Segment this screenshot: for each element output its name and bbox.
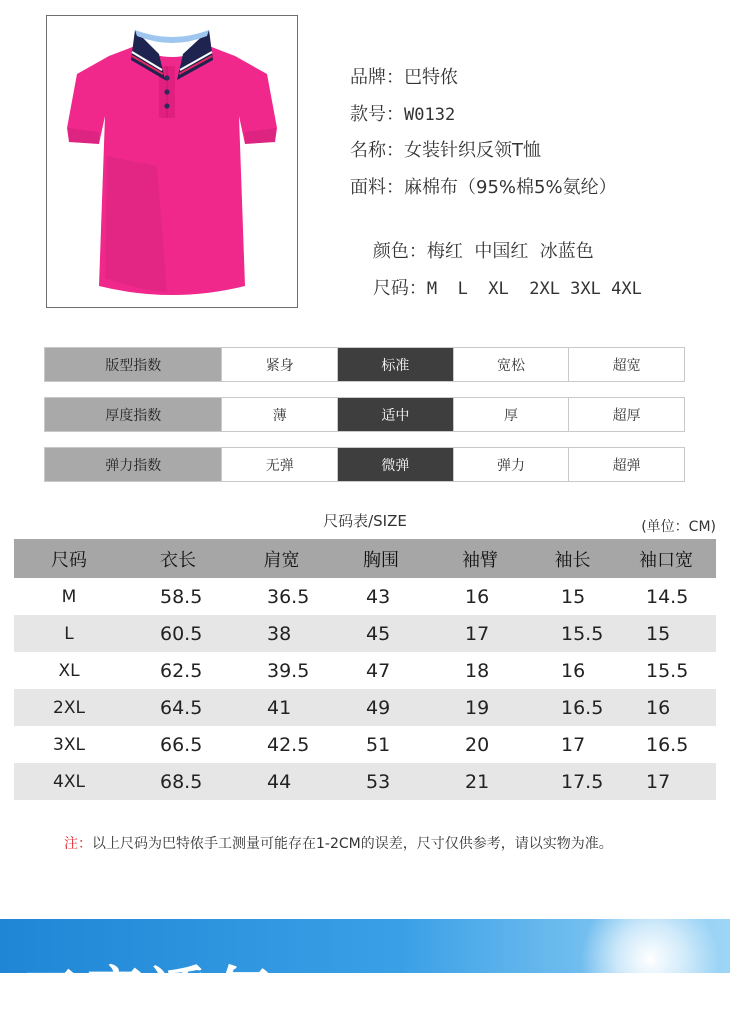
fit-option-selected: 标准 <box>337 348 453 381</box>
note-text: 以上尺码为巴特侬手工测量可能存在1-2CM的误差，尺寸仅供参考，请以实物为准。 <box>92 836 613 852</box>
brand-value: 巴特侬 <box>404 67 458 88</box>
table-cell: 60.5 <box>124 615 232 652</box>
header-length: 衣长 <box>124 539 232 578</box>
elasticity-option: 超弹 <box>568 448 684 481</box>
measurement-note <box>64 833 613 853</box>
table-cell: 17 <box>561 733 586 756</box>
table-row <box>14 763 716 800</box>
header-size: 尺码 <box>14 539 124 578</box>
header-shoulder: 肩宽 <box>232 539 331 578</box>
table-cell: 16.5 <box>529 689 616 726</box>
table-cell: XL <box>58 660 80 681</box>
table-row <box>14 689 716 726</box>
model-value: W0132 <box>404 104 456 125</box>
fit-index-bar <box>44 347 685 382</box>
size-value: M L XL 2XL 3XL 4XL <box>426 278 642 299</box>
note-prefix: 注： <box>64 836 92 852</box>
elasticity-option-selected: 微弹 <box>337 448 453 481</box>
product-info <box>350 64 642 299</box>
table-cell: 15 <box>616 615 716 652</box>
fabric-label: 面料： <box>350 176 404 198</box>
table-cell: 4XL <box>14 763 124 800</box>
product-photo <box>46 15 298 308</box>
table-cell: 15 <box>561 585 586 608</box>
table-cell: 16.5 <box>646 733 689 756</box>
banner-heading: 工率透气 <box>22 960 279 1028</box>
table-cell: 36.5 <box>267 585 310 608</box>
color-value: 梅红 中国红 冰蓝色 <box>426 241 594 262</box>
thickness-option-selected: 适中 <box>337 398 453 431</box>
fit-option: 宽松 <box>453 348 569 381</box>
color-row <box>350 210 642 262</box>
size-chart-unit: (单位：CM) <box>641 519 716 535</box>
thickness-option: 超厚 <box>568 398 684 431</box>
elasticity-option: 无弹 <box>221 448 337 481</box>
table-cell: 64.5 <box>124 689 232 726</box>
table-row <box>14 652 716 689</box>
table-cell: 49 <box>331 689 431 726</box>
table-cell: 20 <box>465 733 490 756</box>
fabric-row <box>350 174 642 211</box>
table-cell: 58.5 <box>160 585 203 608</box>
table-cell: 2XL <box>14 689 124 726</box>
name-value: 女装针织反领T恤 <box>404 140 541 161</box>
elasticity-index-bar <box>44 447 685 482</box>
table-cell: M <box>61 586 77 607</box>
table-cell: 17.5 <box>529 763 616 800</box>
model-label: 款号： <box>350 103 404 125</box>
table-cell: 47 <box>366 659 391 682</box>
brand-label: 品牌： <box>350 67 404 88</box>
thickness-index-bar <box>44 397 685 432</box>
table-cell: 38 <box>232 615 331 652</box>
table-cell: 3XL <box>53 734 85 755</box>
table-cell: 44 <box>232 763 331 800</box>
header-chest: 胸围 <box>331 539 431 578</box>
table-cell: 42.5 <box>267 733 310 756</box>
elasticity-index-label: 弹力指数 <box>45 448 221 481</box>
table-cell: 16 <box>616 689 716 726</box>
table-cell: 53 <box>331 763 431 800</box>
table-cell: 62.5 <box>160 659 203 682</box>
header-sleeve-length: 袖长 <box>529 539 616 578</box>
light-glow <box>580 889 720 1029</box>
table-row <box>14 726 716 763</box>
size-chart-table <box>14 539 716 800</box>
table-cell: 39.5 <box>267 659 310 682</box>
header-cuff-width: 袖口宽 <box>616 539 716 578</box>
table-cell: 41 <box>232 689 331 726</box>
table-cell: 68.5 <box>124 763 232 800</box>
name-label: 名称： <box>350 140 404 161</box>
table-cell: 51 <box>366 733 391 756</box>
table-row <box>14 578 716 615</box>
table-cell: L <box>14 615 124 652</box>
table-cell: 66.5 <box>160 733 203 756</box>
table-cell: 45 <box>331 615 431 652</box>
feature-banner <box>0 919 730 1028</box>
table-cell: 19 <box>431 689 529 726</box>
brand-row <box>350 64 642 101</box>
thickness-option: 厚 <box>453 398 569 431</box>
table-cell: 14.5 <box>646 585 689 608</box>
table-cell: 15.5 <box>529 615 616 652</box>
table-cell: 17 <box>616 763 716 800</box>
table-cell: 15.5 <box>646 659 689 682</box>
fit-option: 紧身 <box>221 348 337 381</box>
table-cell: 18 <box>465 659 490 682</box>
header-arm: 袖臂 <box>431 539 529 578</box>
table-cell: 16 <box>465 585 490 608</box>
fit-option: 超宽 <box>568 348 684 381</box>
fit-index-label: 版型指数 <box>45 348 221 381</box>
polo-shirt-image <box>47 16 297 307</box>
table-cell: 43 <box>366 585 391 608</box>
thickness-index-label: 厚度指数 <box>45 398 221 431</box>
fabric-value: 麻棉布（95%棉5%氨纶） <box>404 176 617 198</box>
color-label: 颜色： <box>372 241 427 262</box>
thickness-option: 薄 <box>221 398 337 431</box>
model-row <box>350 101 642 138</box>
elasticity-option: 弹力 <box>453 448 569 481</box>
size-chart-header-row <box>14 539 716 578</box>
name-row <box>350 137 642 174</box>
table-cell: 16 <box>561 659 586 682</box>
size-label: 尺码： <box>372 277 427 299</box>
table-row <box>14 615 716 652</box>
table-cell: 21 <box>431 763 529 800</box>
table-cell: 17 <box>431 615 529 652</box>
size-chart-title: 尺码表/SIZE <box>323 512 407 530</box>
